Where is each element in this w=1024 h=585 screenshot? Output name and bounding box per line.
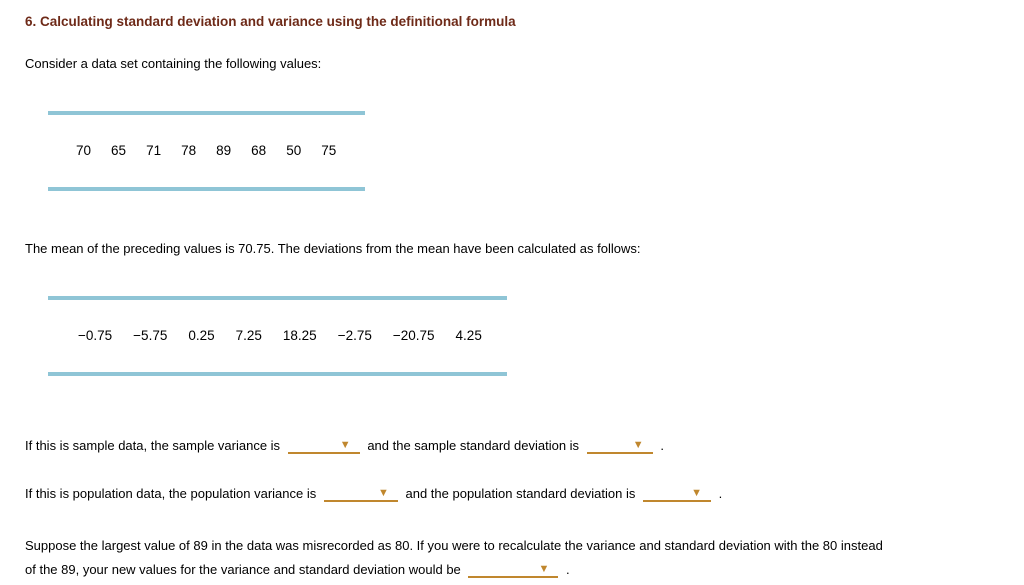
values-row (48, 143, 365, 159)
population-stddev-dropdown[interactable] (643, 488, 711, 502)
deviation-value: 18.25 (282, 328, 317, 343)
sample-question-end: . (660, 438, 664, 453)
sample-question-pre: If this is sample data, the sample variance is (25, 438, 281, 453)
deviation-value: 0.25 (188, 328, 215, 343)
deviation-value: −5.75 (133, 328, 168, 343)
chevron-down-icon: ▼ (538, 563, 550, 575)
chevron-down-icon: ▼ (691, 487, 702, 499)
population-question-pre: If this is population data, the population variance is (25, 486, 317, 501)
chevron-down-icon: ▼ (632, 439, 644, 451)
values-table (48, 111, 365, 191)
mean-text: The mean of the preceding values is 70.75. The deviations from the mean have been calculated as follows: (25, 241, 641, 256)
data-value: 78 (181, 143, 197, 158)
chevron-down-icon: ▼ (377, 487, 389, 499)
data-value: 68 (251, 143, 267, 158)
sample-question-mid: and the sample standard deviation is (367, 438, 580, 453)
deviation-value: −20.75 (392, 328, 435, 343)
sample-variance-dropdown[interactable] (288, 440, 360, 454)
sample-stddev-dropdown[interactable] (587, 440, 653, 454)
population-question-mid: and the population standard deviation is (405, 486, 636, 501)
data-value: 65 (111, 143, 127, 158)
page-title: 6. Calculating standard deviation and variance using the definitional formula (25, 14, 516, 29)
population-question-line (25, 486, 1024, 502)
chevron-down-icon: ▼ (339, 439, 351, 451)
misrecorded-line1: Suppose the largest value of 89 in the data was misrecorded as 80. If you were to recalculate the variance and standard deviation with the 80 instead (25, 538, 883, 553)
deviations-table (48, 296, 507, 376)
data-value: 71 (146, 143, 162, 158)
deviation-value: 4.25 (455, 328, 482, 343)
misrecorded-question (25, 534, 1024, 582)
population-question-end: . (718, 486, 723, 501)
data-value: 75 (321, 143, 337, 158)
deviation-value: −0.75 (78, 328, 113, 343)
intro-text: Consider a data set containing the following values: (25, 56, 322, 71)
misrecorded-dropdown[interactable] (468, 564, 558, 578)
population-variance-dropdown[interactable] (324, 488, 398, 502)
deviation-value: 7.25 (235, 328, 262, 343)
misrecorded-line2: of the 89, your new values for the variance and standard deviation would be (25, 562, 461, 577)
data-value: 70 (76, 143, 92, 158)
deviations-row (48, 328, 507, 344)
misrecorded-end: . (566, 562, 570, 577)
deviation-value: −2.75 (337, 328, 372, 343)
data-value: 89 (216, 143, 232, 158)
data-value: 50 (286, 143, 302, 158)
sample-question-line (25, 438, 1024, 454)
